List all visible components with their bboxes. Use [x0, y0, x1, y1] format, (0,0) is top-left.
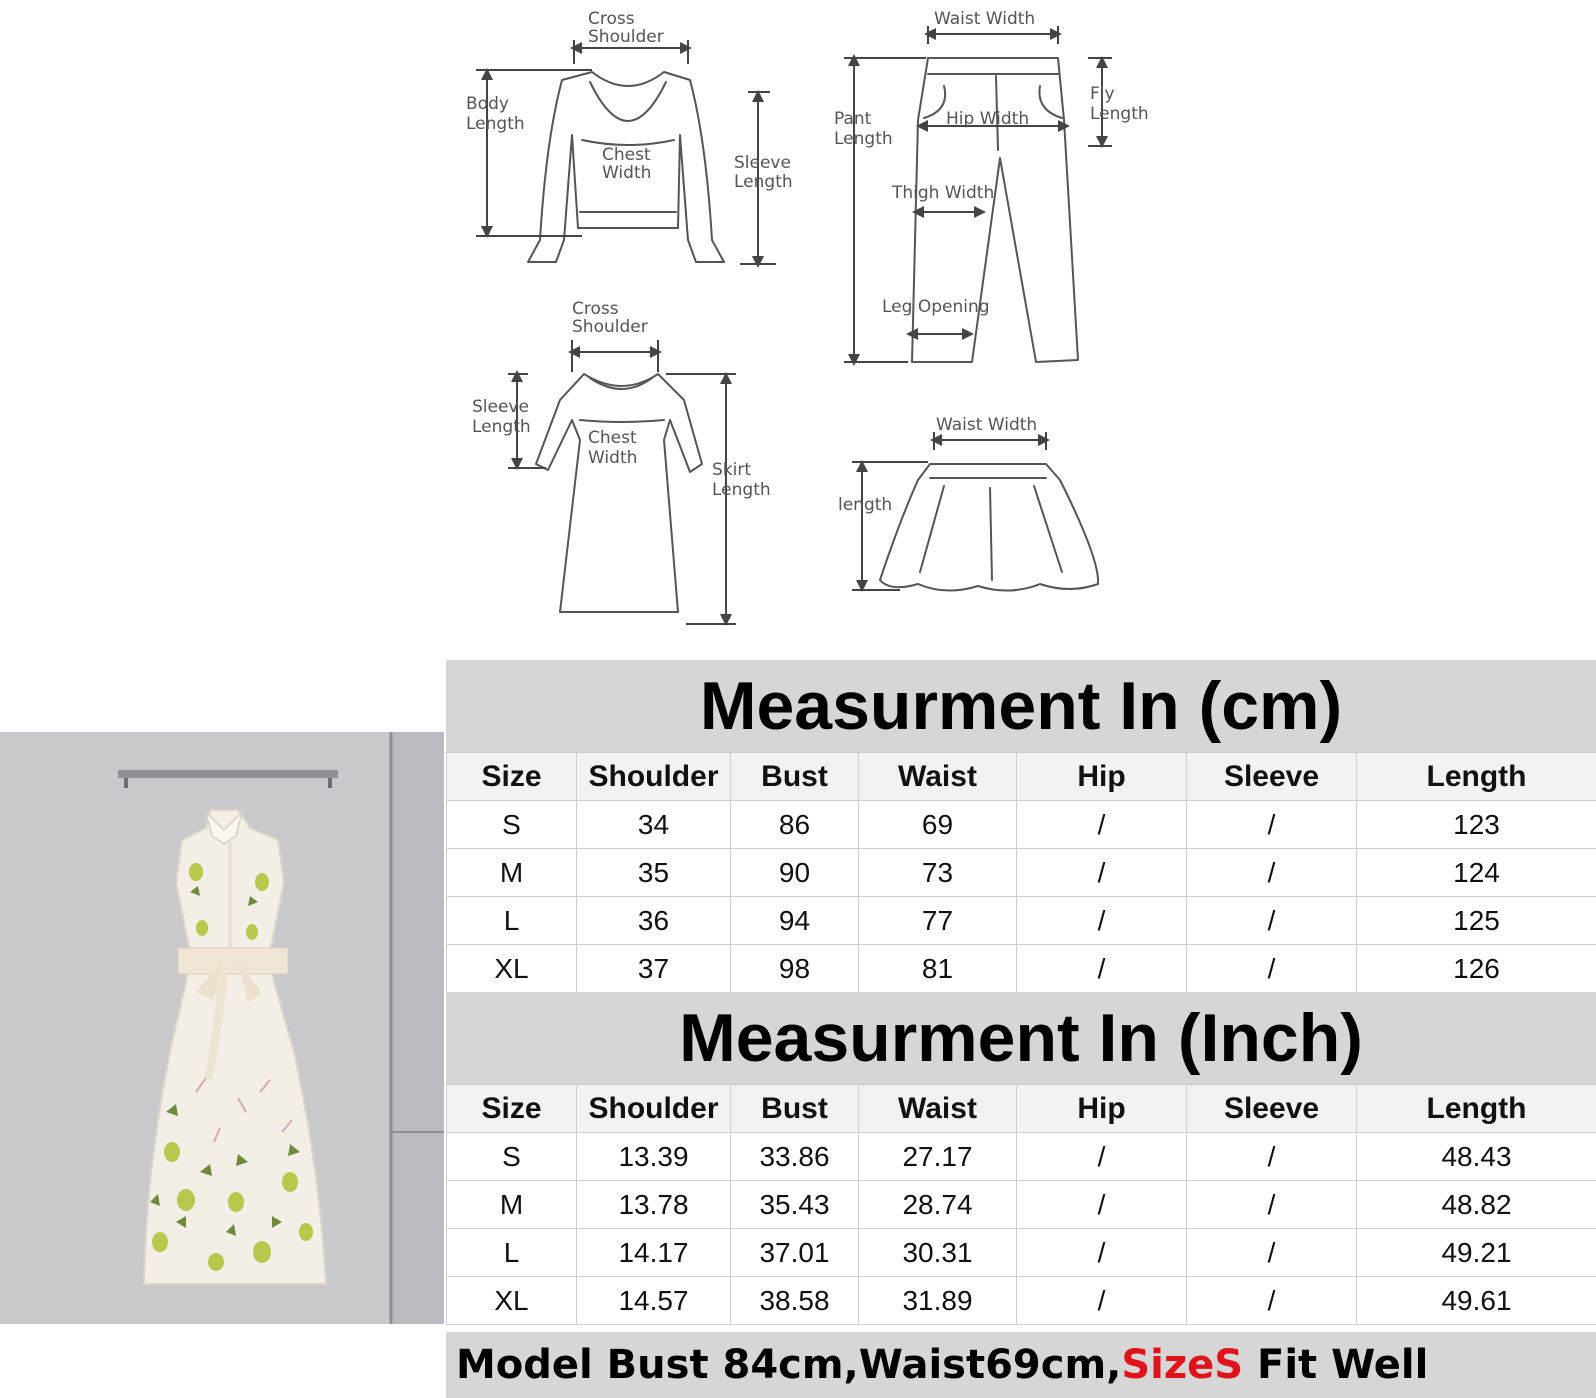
column-header: Bust: [731, 1085, 859, 1133]
top-sleeve-label-2: Length: [734, 172, 793, 192]
pant-hip-label: Hip Width: [946, 109, 1030, 129]
top-body-label-1: Body: [466, 94, 509, 114]
column-header: Length: [1357, 753, 1596, 801]
pants-diagram: [834, 9, 1149, 362]
table-cell: 49.61: [1357, 1277, 1596, 1325]
table-cell: /: [1017, 801, 1187, 849]
dress-diagram: [472, 299, 771, 624]
cm-size-table: [446, 752, 1596, 993]
pant-leg-label: Leg Opening: [882, 297, 990, 317]
cm-table-title: Measurment In (cm): [446, 660, 1596, 752]
pant-fly-label-2: Length: [1090, 104, 1149, 124]
dress-skirt-label-2: Length: [712, 480, 771, 500]
column-header: Hip: [1017, 1085, 1187, 1133]
column-header: Size: [447, 1085, 577, 1133]
table-row: [447, 849, 1596, 897]
top-cross-label-2: Shoulder: [588, 27, 664, 47]
table-cell: /: [1187, 897, 1357, 945]
table-cell: 49.21: [1357, 1229, 1596, 1277]
model-note-text: Model Bust 84cm,Waist69cm,: [456, 1342, 1122, 1388]
table-cell: 30.31: [859, 1229, 1017, 1277]
column-header: Size: [447, 753, 577, 801]
table-cell: /: [1017, 945, 1187, 993]
table-cell: /: [1187, 801, 1357, 849]
table-cell: 125: [1357, 897, 1596, 945]
column-header: Waist: [859, 1085, 1017, 1133]
inch-table-title: Measurment In (Inch): [446, 992, 1596, 1084]
table-cell: 31.89: [859, 1277, 1017, 1325]
column-header: Sleeve: [1187, 1085, 1357, 1133]
diagrams-svg: [0, 0, 1596, 658]
table-cell: S: [447, 1133, 577, 1181]
table-cell: 98: [731, 945, 859, 993]
pant-fly-label-1: Fly: [1090, 84, 1115, 104]
table-cell: XL: [447, 1277, 577, 1325]
skirt-waist-label: Waist Width: [936, 415, 1038, 435]
table-cell: 86: [731, 801, 859, 849]
table-cell: /: [1187, 849, 1357, 897]
dress-cross-label-2: Shoulder: [572, 317, 648, 337]
table-row: [447, 1229, 1596, 1277]
column-header: Length: [1357, 1085, 1596, 1133]
table-cell: 38.58: [731, 1277, 859, 1325]
dress-chest-label-2: Width: [588, 448, 638, 468]
size-chart-panel: [446, 660, 1596, 1398]
table-cell: XL: [447, 945, 577, 993]
table-cell: M: [447, 1181, 577, 1229]
pant-waist-label: Waist Width: [934, 9, 1036, 29]
table-cell: L: [447, 897, 577, 945]
table-cell: /: [1187, 1181, 1357, 1229]
table-cell: 126: [1357, 945, 1596, 993]
column-header: Hip: [1017, 753, 1187, 801]
table-cell: /: [1017, 897, 1187, 945]
table-cell: /: [1187, 945, 1357, 993]
table-row: [447, 1181, 1596, 1229]
table-cell: 37: [577, 945, 731, 993]
top-sleeve-label-1: Sleeve: [734, 153, 791, 173]
table-cell: 14.17: [577, 1229, 731, 1277]
inch-size-table: [446, 1084, 1596, 1325]
table-cell: 69: [859, 801, 1017, 849]
table-cell: 124: [1357, 849, 1596, 897]
dress-chest-label-1: Chest: [588, 428, 637, 448]
table-row: [447, 1133, 1596, 1181]
table-cell: 28.74: [859, 1181, 1017, 1229]
table-cell: /: [1017, 1181, 1187, 1229]
pant-thigh-label: Thigh Width: [892, 183, 995, 203]
top-body-label-2: Length: [466, 114, 525, 134]
table-cell: 13.39: [577, 1133, 731, 1181]
table-cell: 14.57: [577, 1277, 731, 1325]
model-note-fit: Fit Well: [1243, 1342, 1429, 1388]
top-chest-label-2: Width: [602, 163, 652, 183]
table-cell: 94: [731, 897, 859, 945]
table-cell: 37.01: [731, 1229, 859, 1277]
table-row: [447, 897, 1596, 945]
top-cross-label-1: Cross: [588, 9, 635, 29]
table-cell: 34: [577, 801, 731, 849]
top-chest-label-1: Chest: [602, 145, 651, 165]
column-header: Shoulder: [577, 1085, 731, 1133]
dress-sleeve-label-1: Sleeve: [472, 397, 529, 417]
top-diagram: [466, 9, 793, 264]
table-cell: 33.86: [731, 1133, 859, 1181]
table-cell: L: [447, 1229, 577, 1277]
table-cell: 81: [859, 945, 1017, 993]
product-photo: [0, 732, 444, 1324]
dress-cross-label-1: Cross: [572, 299, 619, 319]
skirt-diagram: [838, 415, 1098, 591]
table-row: [447, 1277, 1596, 1325]
table-header-row: [447, 753, 1596, 801]
column-header: Bust: [731, 753, 859, 801]
skirt-length-label: length: [838, 495, 893, 515]
table-cell: 35.43: [731, 1181, 859, 1229]
model-size-highlight: SizeS: [1121, 1342, 1244, 1388]
table-cell: /: [1187, 1229, 1357, 1277]
dress-sleeve-label-2: Length: [472, 417, 531, 437]
table-cell: /: [1187, 1133, 1357, 1181]
dress-skirt-label-1: Skirt: [712, 460, 752, 480]
table-cell: /: [1187, 1277, 1357, 1325]
pant-length-label-1: Pant: [834, 109, 872, 129]
table-cell: 123: [1357, 801, 1596, 849]
table-row: [447, 945, 1596, 993]
table-cell: 48.82: [1357, 1181, 1596, 1229]
table-cell: /: [1017, 1277, 1187, 1325]
table-cell: 36: [577, 897, 731, 945]
table-cell: /: [1017, 1133, 1187, 1181]
column-header: Shoulder: [577, 753, 731, 801]
table-cell: /: [1017, 849, 1187, 897]
table-cell: 48.43: [1357, 1133, 1596, 1181]
table-cell: M: [447, 849, 577, 897]
table-cell: 90: [731, 849, 859, 897]
column-header: Waist: [859, 753, 1017, 801]
column-header: Sleeve: [1187, 753, 1357, 801]
measurement-diagrams: [0, 0, 1596, 658]
pant-length-label-2: Length: [834, 129, 893, 149]
table-cell: /: [1017, 1229, 1187, 1277]
table-row: [447, 801, 1596, 849]
table-cell: 77: [859, 897, 1017, 945]
table-cell: 13.78: [577, 1181, 731, 1229]
table-cell: S: [447, 801, 577, 849]
table-cell: 27.17: [859, 1133, 1017, 1181]
table-cell: 73: [859, 849, 1017, 897]
model-fit-note: [446, 1332, 1596, 1398]
table-cell: 35: [577, 849, 731, 897]
table-header-row: [447, 1085, 1596, 1133]
